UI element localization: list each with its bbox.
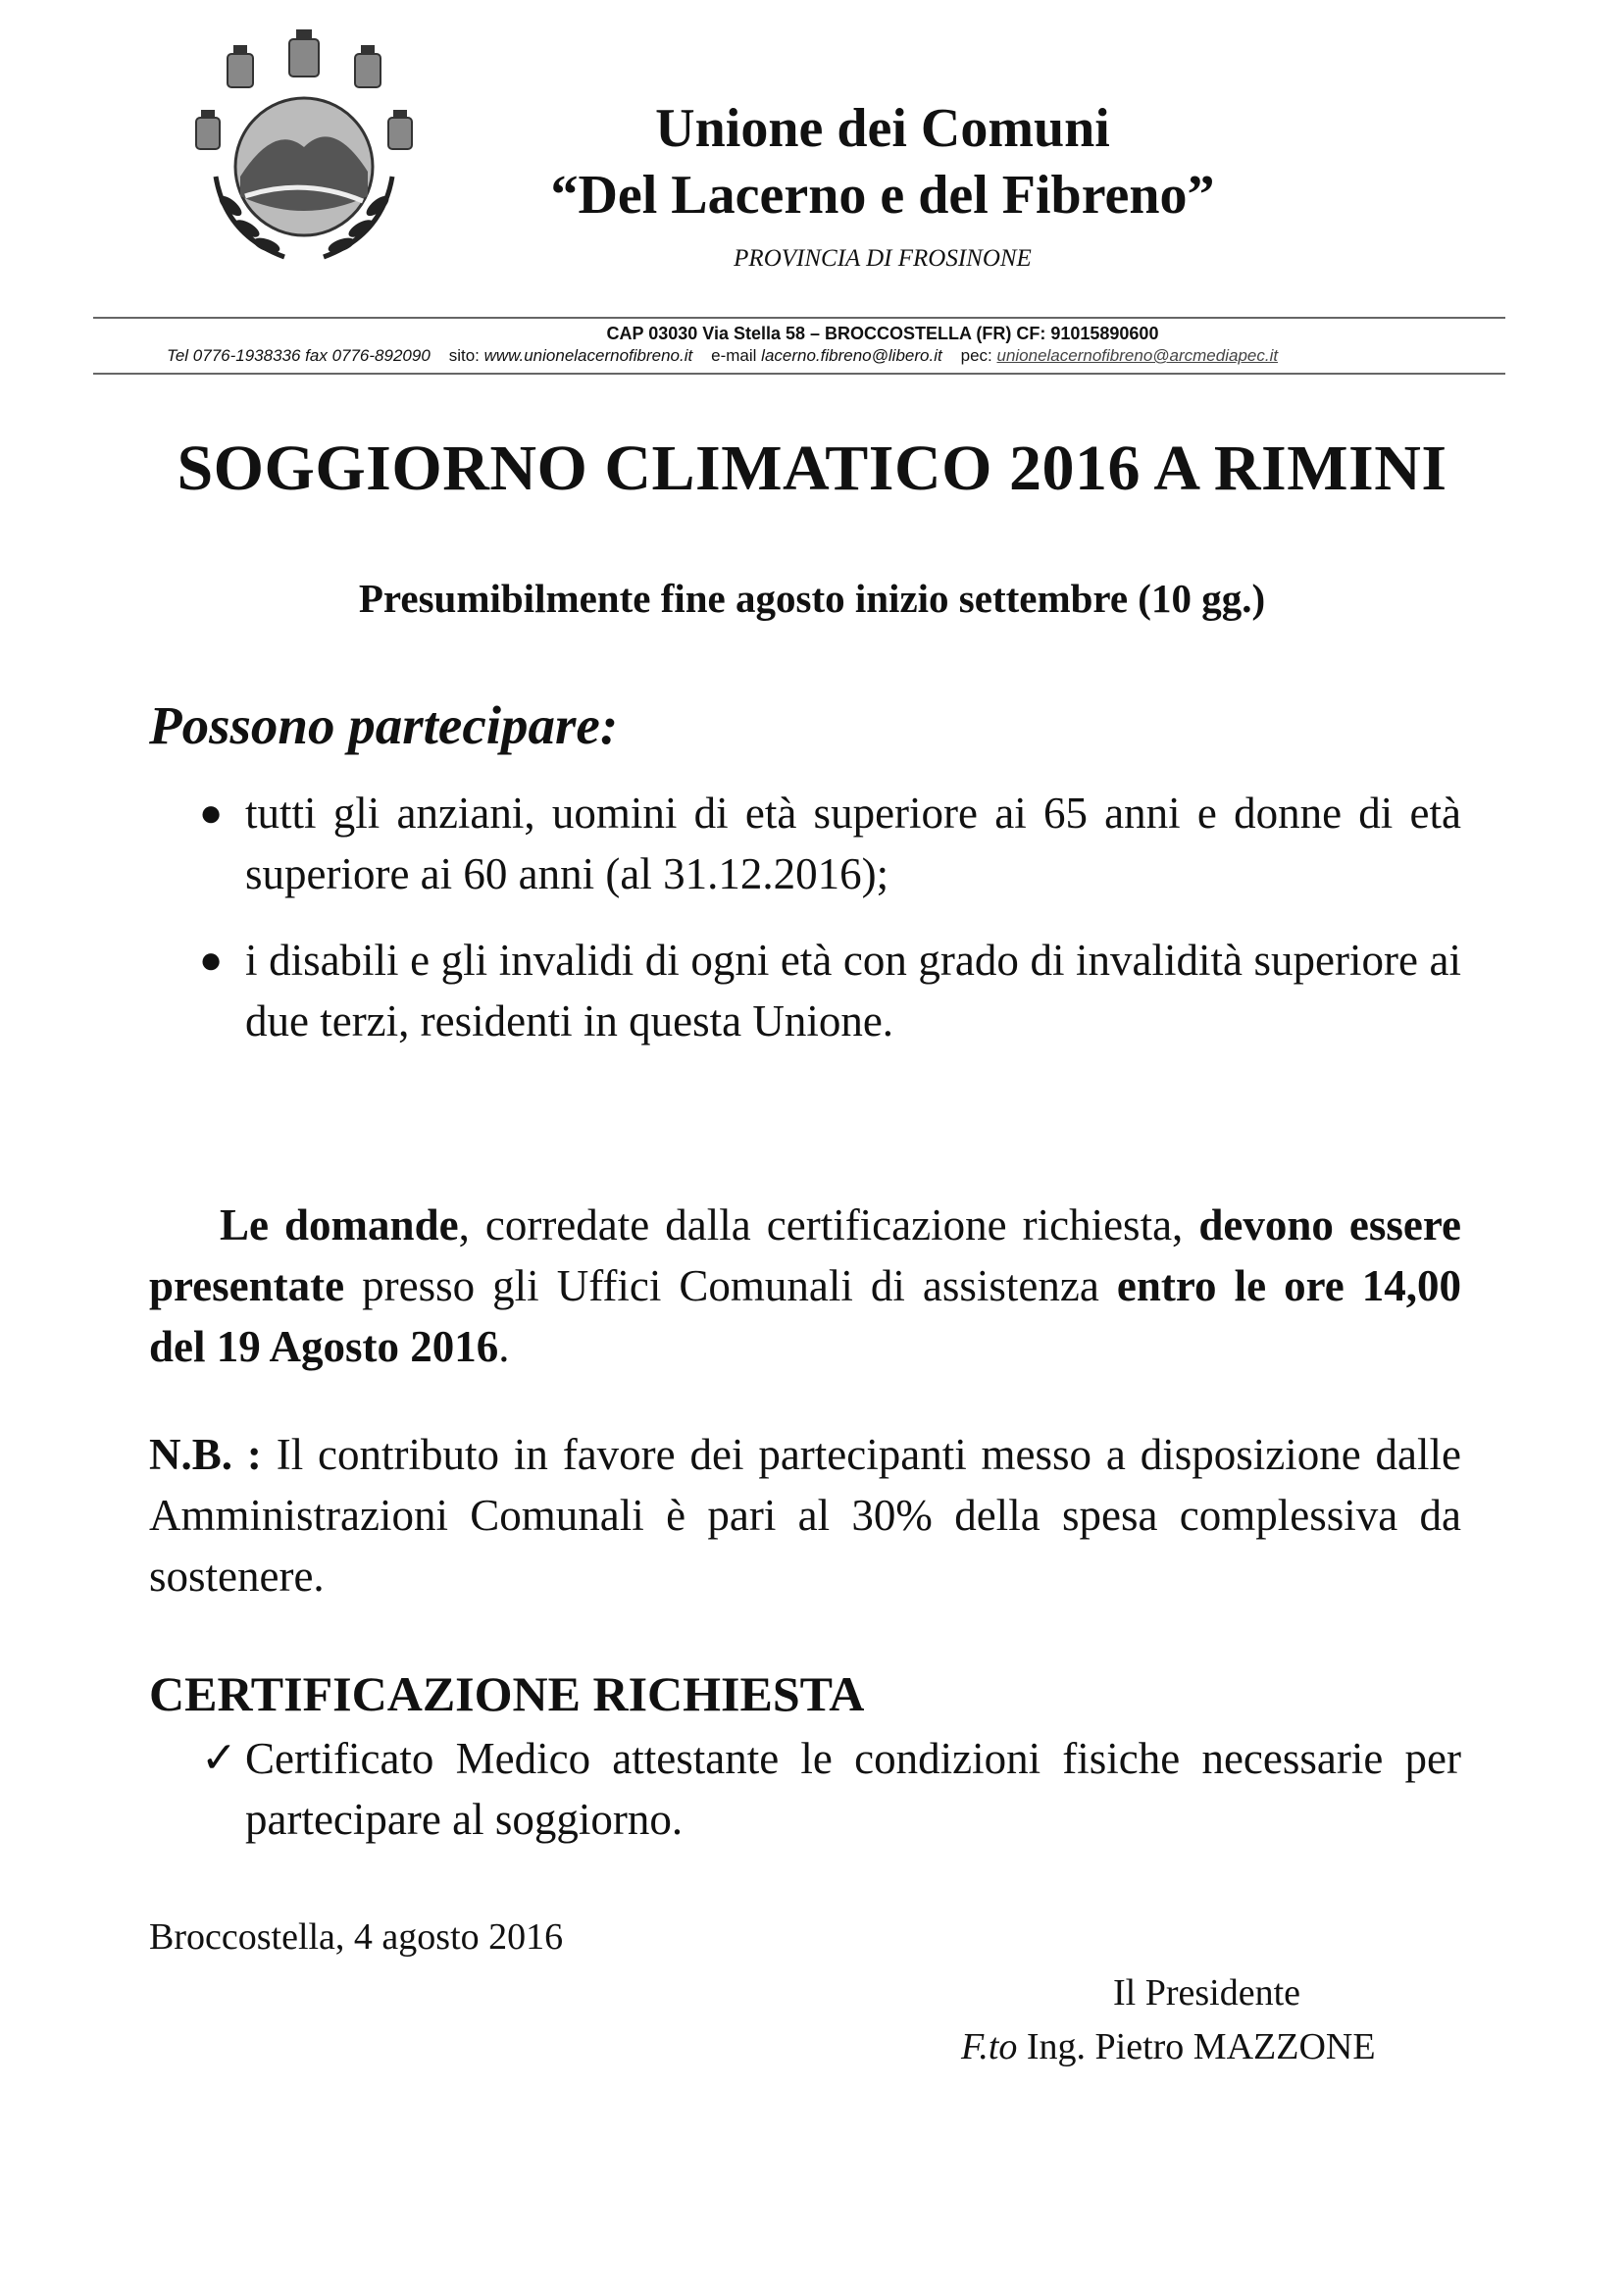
place-date: Broccostella, 4 agosto 2016 <box>149 1916 564 1958</box>
notice-title: SOGGIORNO CLIMATICO 2016 A RIMINI <box>177 433 1447 504</box>
signer-name-line <box>961 2025 1376 2068</box>
checkmark-icon: ✓ <box>201 1734 237 1782</box>
header-divider-top <box>93 317 1505 319</box>
signer-role: Il Presidente <box>1113 1972 1301 2014</box>
org-name-line1: Unione dei Comuni <box>655 98 1110 159</box>
contact-pec-link[interactable]: unionelacernofibreno@arcmediapec.it <box>996 346 1279 365</box>
org-name-line2: “Del Lacerno e del Fibreno” <box>550 165 1215 226</box>
eligibility-item: i disabili e gli invalidi di ogni età con grado di invalidità superiore ai due terzi, residenti in questa Unione. <box>245 936 1461 1045</box>
bullet-dot-icon: ● <box>199 790 224 835</box>
contact-address: CAP 03030 Via Stella 58 – BROCCOSTELLA (FR) CF: 91015890600 <box>606 324 1159 343</box>
province-label: PROVINCIA DI FROSINONE <box>734 245 1032 272</box>
applications-text-1: , corredate dalla certificazione richiesta, <box>458 1200 1199 1249</box>
contact-site-link[interactable]: www.unionelacernofibreno.it <box>483 346 693 365</box>
contact-site-label: sito: <box>448 346 480 365</box>
applications-text-2: presso gli Uffici Comunali di assistenza <box>344 1261 1117 1310</box>
applications-bold-1: Le domande <box>220 1200 459 1249</box>
coat-of-arms-logo <box>186 29 422 294</box>
bullet-dot-icon: ● <box>199 938 224 982</box>
applications-text-3: . <box>498 1322 510 1371</box>
signer-prefix: F.to <box>961 2026 1018 2067</box>
eligibility-heading: Possono partecipare: <box>149 695 619 755</box>
nb-text: Il contributo in favore dei partecipanti messo a disposizione dalle Amministrazioni Comunali è pari al 30% della spesa complessiva da sostenere. <box>149 1430 1462 1601</box>
signer-name: Ing. Pietro MAZZONE <box>1026 2026 1376 2067</box>
contact-pec-label: pec: <box>960 346 992 365</box>
contact-details <box>167 346 1442 366</box>
contact-email-link[interactable]: lacerno.fibreno@libero.it <box>761 346 942 365</box>
eligibility-item: tutti gli anziani, uomini di età superiore ai 65 anni e donne di età superiore ai 60 anni (al 31.12.2016); <box>245 789 1461 898</box>
applications-bold-2: devono essere presentate <box>149 1200 1462 1310</box>
header-divider-bottom <box>93 373 1505 375</box>
applications-deadline: entro le ore 14,00 del 19 Agosto 2016 <box>149 1261 1461 1371</box>
contact-tel: Tel 0776-1938336 fax 0776-892090 <box>167 346 431 365</box>
nb-paragraph <box>149 1424 1461 1606</box>
nb-label: N.B. : <box>149 1430 262 1479</box>
contact-email-label: e-mail <box>711 346 757 365</box>
notice-subtitle: Presumibilmente fine agosto inizio settembre (10 gg.) <box>358 576 1266 621</box>
applications-paragraph <box>149 1195 1461 1377</box>
certification-item: Certificato Medico attestante le condizioni fisiche necessarie per partecipare al soggiorno. <box>245 1734 1461 1844</box>
certification-heading: CERTIFICAZIONE RICHIESTA <box>149 1666 865 1721</box>
coat-of-arms-icon <box>186 29 422 294</box>
